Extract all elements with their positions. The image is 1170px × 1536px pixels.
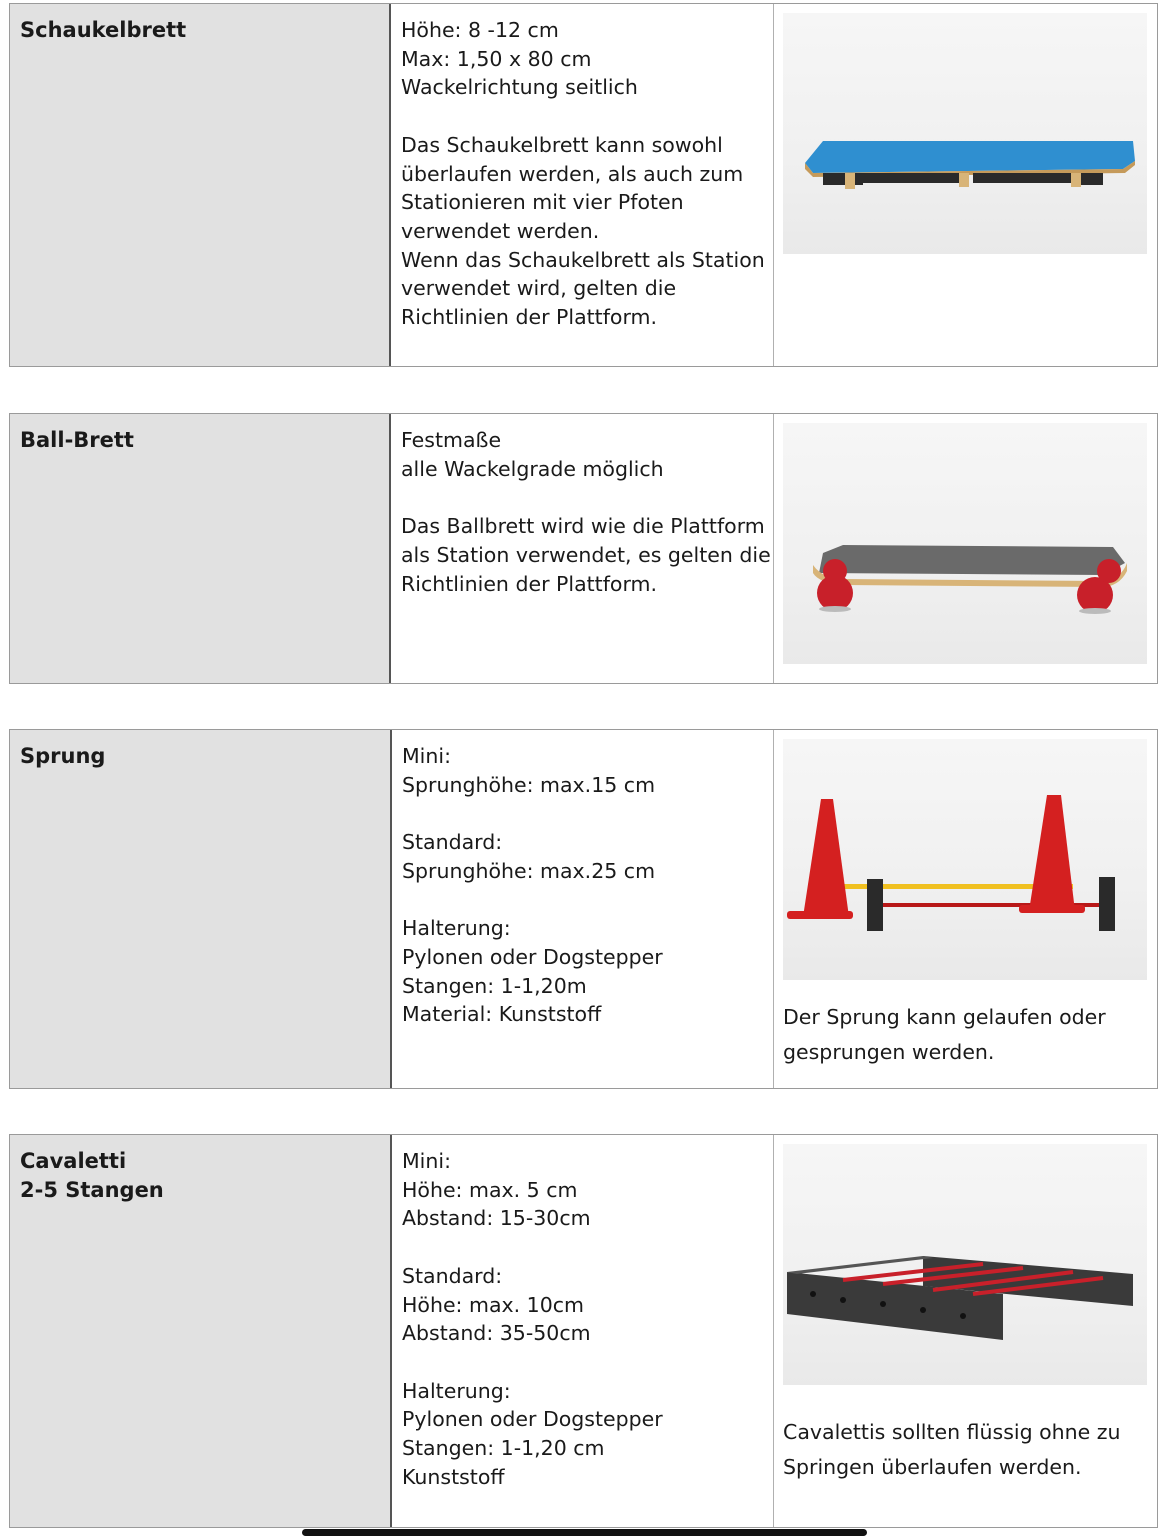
cavaletti-photo — [783, 1144, 1147, 1385]
desc-line: Richtlinien der Plattform. — [401, 305, 658, 330]
ball-board-photo — [783, 423, 1147, 664]
table-row-sprung — [9, 729, 1158, 1089]
caption-line: Springen überlaufen werden. — [783, 1455, 1082, 1479]
row-caption — [783, 1000, 1147, 1070]
desc-line: Sprunghöhe: max.25 cm — [402, 858, 656, 883]
desc-line: Das Schaukelbrett kann sowohl — [401, 132, 723, 157]
home-indicator[interactable] — [302, 1529, 867, 1536]
desc-line: Max: 1,50 x 80 cm — [401, 46, 592, 71]
desc-line: Abstand: 35-50cm — [402, 1321, 591, 1346]
desc-line — [402, 1348, 763, 1377]
row-description — [392, 730, 774, 1088]
row-title — [10, 414, 391, 683]
desc-line: Halterung: — [402, 916, 511, 941]
desc-line: überlaufen werden, als auch zum — [401, 161, 744, 186]
title-line: Ball-Brett — [20, 428, 134, 452]
desc-line: Richtlinien der Plattform. — [401, 571, 658, 596]
desc-line: Stangen: 1-1,20m — [402, 973, 587, 998]
desc-line: verwendet wird, gelten die — [401, 276, 677, 301]
desc-line: verwendet werden. — [401, 218, 600, 243]
row-title — [10, 730, 392, 1088]
title-line: Cavaletti — [20, 1149, 127, 1173]
table-row-schaukelbrett — [9, 3, 1158, 367]
desc-line: Sprunghöhe: max.15 cm — [402, 772, 656, 797]
desc-line: Material: Kunststoff — [402, 1002, 602, 1027]
table-row-cavaletti — [9, 1134, 1158, 1528]
desc-line: als Station verwendet, es gelten die — [401, 542, 771, 567]
desc-line: alle Wackelgrade möglich — [401, 456, 664, 481]
desc-line: Standard: — [402, 830, 503, 855]
row-title — [10, 4, 391, 366]
title-line: Sprung — [20, 744, 106, 768]
row-description — [391, 4, 774, 366]
caption-line: gesprungen werden. — [783, 1040, 995, 1064]
desc-line — [402, 886, 763, 915]
desc-line: Wenn das Schaukelbrett als Station — [401, 247, 765, 272]
row-title — [10, 1135, 392, 1527]
rocker-board-photo — [783, 13, 1147, 254]
desc-line: Standard: — [402, 1263, 503, 1288]
desc-line: Mini: — [402, 1149, 451, 1173]
desc-line: Höhe: max. 5 cm — [402, 1177, 578, 1202]
row-description — [392, 1135, 774, 1527]
title-line: 2-5 Stangen — [20, 1178, 164, 1202]
desc-line — [401, 102, 763, 131]
jump-photo — [783, 739, 1147, 980]
row-description — [391, 414, 774, 683]
desc-line: Kunststoff — [402, 1464, 505, 1489]
desc-line: Wackelrichtung seitlich — [401, 75, 638, 100]
table-row-ball-brett — [9, 413, 1158, 684]
desc-line — [402, 1233, 763, 1262]
desc-line — [402, 799, 763, 828]
desc-line: Festmaße — [401, 428, 502, 452]
desc-line: Höhe: 8 -12 cm — [401, 18, 559, 42]
desc-line: Stationieren mit vier Pfoten — [401, 190, 684, 215]
desc-line: Pylonen oder Dogstepper — [402, 1407, 663, 1432]
desc-line: Das Ballbrett wird wie die Plattform — [401, 514, 765, 539]
desc-line: Mini: — [402, 744, 451, 768]
desc-line: Abstand: 15-30cm — [402, 1206, 591, 1231]
caption-line: Der Sprung kann gelaufen oder — [783, 1005, 1106, 1029]
row-image-cell — [774, 4, 1157, 366]
desc-line: Stangen: 1-1,20 cm — [402, 1436, 605, 1460]
row-image-cell — [774, 730, 1157, 1088]
desc-line: Halterung: — [402, 1378, 511, 1403]
title-line: Schaukelbrett — [20, 18, 187, 42]
row-image-cell — [774, 1135, 1157, 1527]
row-caption — [783, 1415, 1147, 1485]
desc-line: Höhe: max. 10cm — [402, 1292, 585, 1317]
desc-line: Pylonen oder Dogstepper — [402, 944, 663, 969]
row-image-cell — [774, 414, 1157, 683]
desc-line — [401, 483, 763, 512]
caption-line: Cavalettis sollten flüssig ohne zu — [783, 1420, 1121, 1444]
